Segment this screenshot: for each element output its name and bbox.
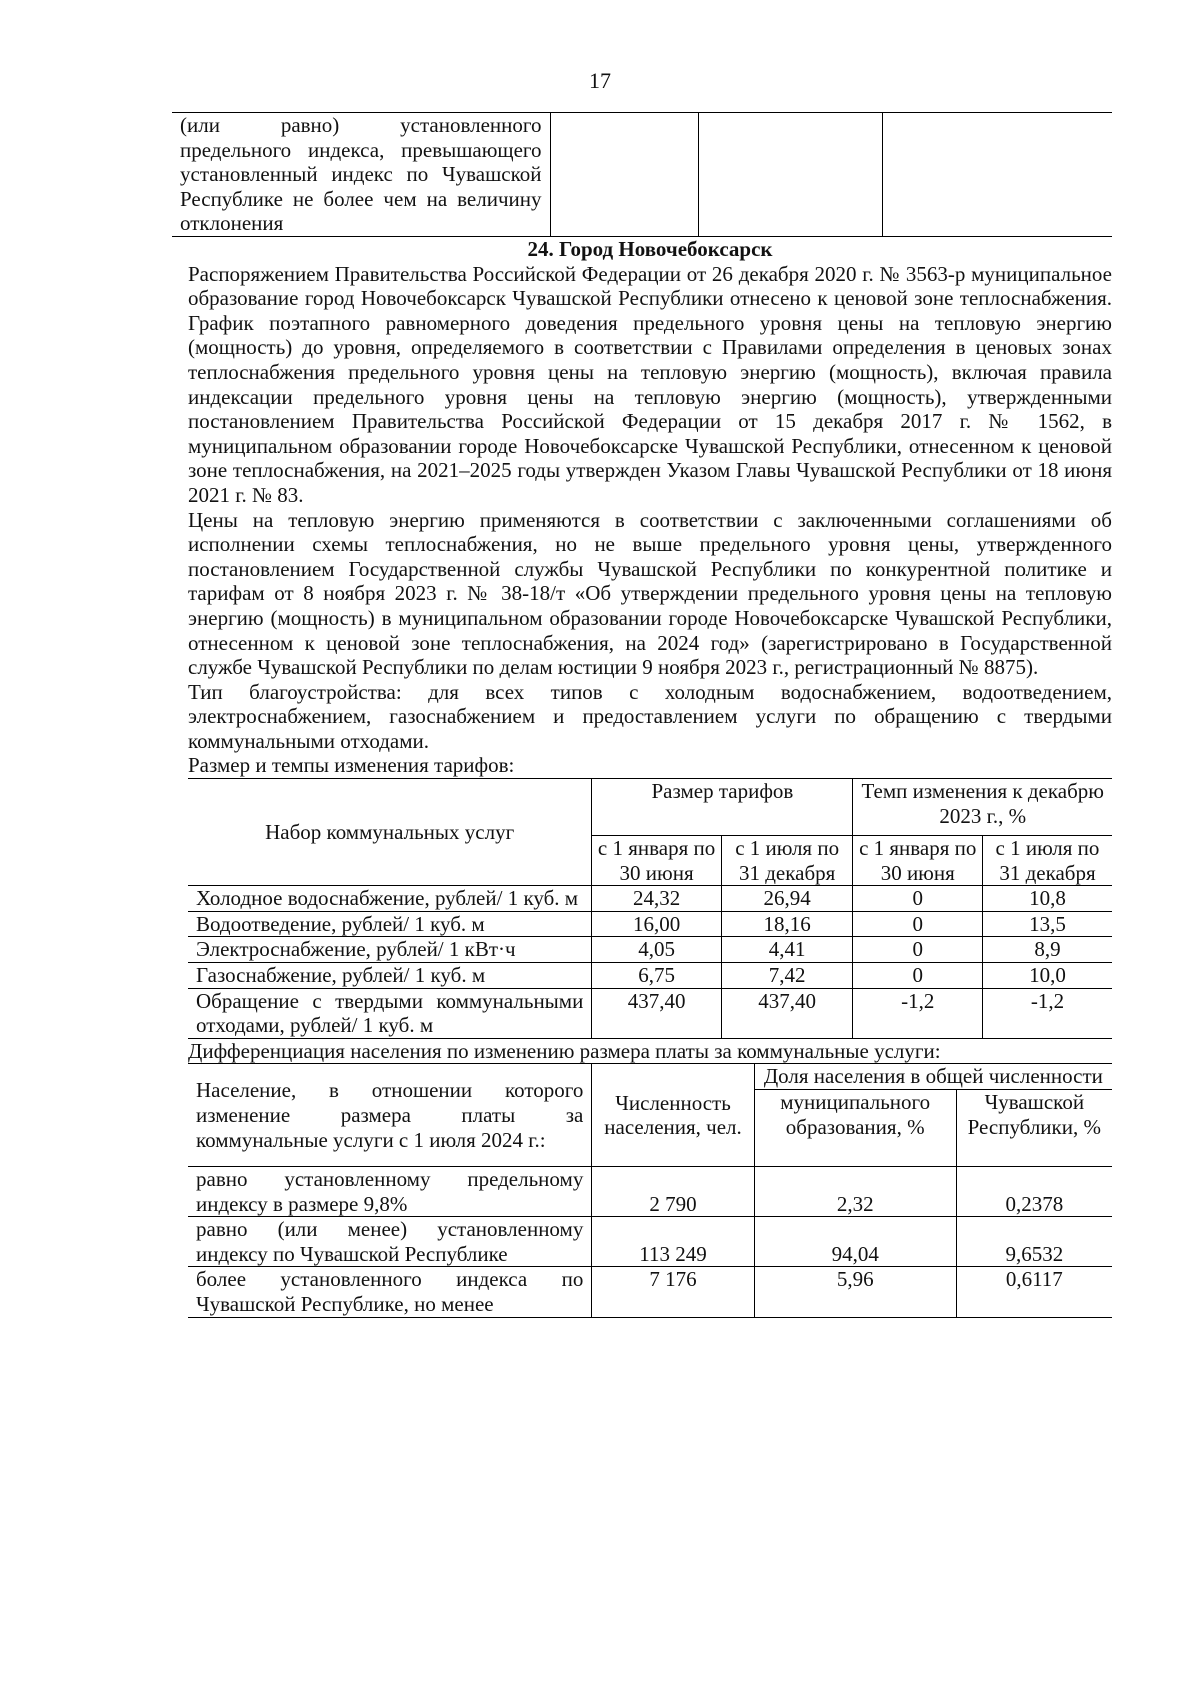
tariff-rate: 8,9	[982, 937, 1112, 963]
population-caption: Дифференциация населения по изменению размера платы за коммунальные услуги:	[188, 1038, 941, 1063]
population-count: 113 249	[592, 1217, 754, 1267]
population-header-group: Население, в отношении которого изменение размера платы за коммунальные услуги с 1 июля 2024 г.:	[188, 1064, 592, 1167]
tariff-name: Газоснабжение, рублей/ 1 куб. м	[188, 963, 592, 989]
population-row-name: более установленного индекса по Чувашской Республике, но менее	[188, 1267, 592, 1317]
top-table-empty-cell	[550, 113, 698, 237]
top-table-text: (или равно) установленного предельного индекса, превышающего установленный индекс по Чувашской Республике не более чем на величину отклонения	[172, 113, 550, 237]
population-republic: 0,2378	[956, 1167, 1112, 1217]
paragraph-3: Тип благоустройства: для всех типов с холодным водоснабжением, водоотведением, электроснабжением, газоснабжением и предоставлением услуги по обращению с твердыми коммунальными отходами.	[188, 679, 1112, 753]
tariff-rate: 13,5	[982, 911, 1112, 937]
tariffs-header-period: с 1 января по 30 июня	[853, 836, 982, 886]
tariff-value: 24,32	[592, 886, 721, 912]
population-header-republic: Чувашской Республики, %	[956, 1090, 1112, 1167]
tariff-name: Холодное водоснабжение, рублей/ 1 куб. м	[188, 886, 592, 912]
tariff-value: 437,40	[721, 988, 853, 1038]
population-municipal: 2,32	[754, 1167, 956, 1217]
table-row	[188, 1267, 1112, 1317]
population-municipal: 5,96	[754, 1267, 956, 1317]
top-table-empty-cell	[698, 113, 882, 237]
tariff-rate: 0	[853, 937, 982, 963]
tariffs-header-rate: Темп изменения к декабрю 2023 г., %	[853, 779, 1112, 836]
tariff-rate: 10,0	[982, 963, 1112, 989]
population-republic: 0,6117	[956, 1267, 1112, 1317]
population-row-name: равно установленному предельному индексу в размере 9,8%	[188, 1167, 592, 1217]
tariff-value: 4,41	[721, 937, 853, 963]
paragraph-2: Цены на тепловую энергию применяются в соответствии с заключенными соглашениями об исполнении схемы теплоснабжения, но не выше предельного уровня цены, утвержденного постановлением Государственной службы Чувашской Республики по конкурентной политике и тарифам от 8 ноября 2023 г. № 38-18/т «Об утверждении предельного уровня цены на тепловую энергию (мощность) в муниципальном образовании городе Новочебоксарске Чувашской Республики, отнесенном к ценовой зоне теплоснабжения, на 2024 год» (зарегистрировано в Государственной службе Чувашской Республики по делам юстиции 9 ноября 2023 г., регистрационный № 8875).	[188, 507, 1112, 680]
population-table	[188, 1063, 1112, 1317]
tariff-value: 4,05	[592, 937, 721, 963]
tariff-rate: 0	[853, 963, 982, 989]
table-row	[188, 1167, 1112, 1217]
tariffs-header-size: Размер тарифов	[592, 779, 853, 836]
tariffs-caption: Размер и темпы изменения тарифов:	[188, 753, 515, 778]
population-municipal: 94,04	[754, 1217, 956, 1267]
tariff-value: 437,40	[592, 988, 721, 1038]
top-table-empty-cell	[882, 113, 1112, 237]
population-count: 7 176	[592, 1267, 754, 1317]
tariff-name: Обращение с твердыми коммунальными отходами, рублей/ 1 куб. м	[188, 988, 592, 1038]
tariff-value: 18,16	[721, 911, 853, 937]
tariff-rate: 0	[853, 911, 982, 937]
tariffs-header-period: с 1 июля по 31 декабря	[721, 836, 853, 886]
page-number: 17	[589, 68, 611, 93]
population-row-name: равно (или менее) установленному индексу по Чувашской Республике	[188, 1217, 592, 1267]
table-row	[188, 886, 1112, 912]
paragraph-1: Распоряжением Правительства Российской Федерации от 26 декабря 2020 г. № 3563-р муниципальное образование город Новочебоксарск Чувашской Республики отнесено к ценовой зоне теплоснабжения. График поэтапного равномерного доведения предельного уровня цены на тепловую энергию (мощность) до уровня, определяемого в соответствии с Правилами определения в ценовых зонах теплоснабжения предельного уровня цены на тепловую энергию (мощность), включая правила индексации предельного уровня цены на тепловую энергию (мощность), утвержденными постановлением Правительства Российской Федерации от 15 декабря 2017 г. № 1562, в муниципальном образовании городе Новочебоксарске Чувашской Республики, отнесенном к ценовой зоне теплоснабжения, на 2021–2025 годы утвержден Указом Главы Чувашской Республики от 18 июня 2021 г. № 83.	[188, 261, 1112, 507]
tariff-name: Электроснабжение, рублей/ 1 кВт·ч	[188, 937, 592, 963]
tariff-value: 7,42	[721, 963, 853, 989]
tariffs-table	[188, 778, 1112, 1039]
tariff-rate: 0	[853, 886, 982, 912]
top-table	[172, 112, 1112, 237]
tariff-rate: -1,2	[853, 988, 982, 1038]
tariffs-header-service: Набор коммунальных услуг	[188, 779, 592, 886]
tariffs-header-period: с 1 июля по 31 декабря	[982, 836, 1112, 886]
tariff-value: 26,94	[721, 886, 853, 912]
table-row	[188, 963, 1112, 989]
population-header-municipal: муниципального образования, %	[754, 1090, 956, 1167]
population-header-count: Численность населения, чел.	[592, 1064, 754, 1167]
table-row	[188, 937, 1112, 963]
tariff-rate: 10,8	[982, 886, 1112, 912]
tariff-value: 16,00	[592, 911, 721, 937]
population-count: 2 790	[592, 1167, 754, 1217]
table-row	[188, 911, 1112, 937]
table-row	[188, 988, 1112, 1038]
tariff-value: 6,75	[592, 963, 721, 989]
section-title: 24. Город Новочебоксарск	[527, 237, 773, 261]
document-body	[180, 112, 1112, 1318]
tariffs-header-period: с 1 января по 30 июня	[592, 836, 721, 886]
tariff-name: Водоотведение, рублей/ 1 куб. м	[188, 911, 592, 937]
tariff-rate: -1,2	[982, 988, 1112, 1038]
population-header-share: Доля населения в общей численности	[754, 1064, 1112, 1090]
table-row	[188, 1217, 1112, 1267]
population-republic: 9,6532	[956, 1217, 1112, 1267]
